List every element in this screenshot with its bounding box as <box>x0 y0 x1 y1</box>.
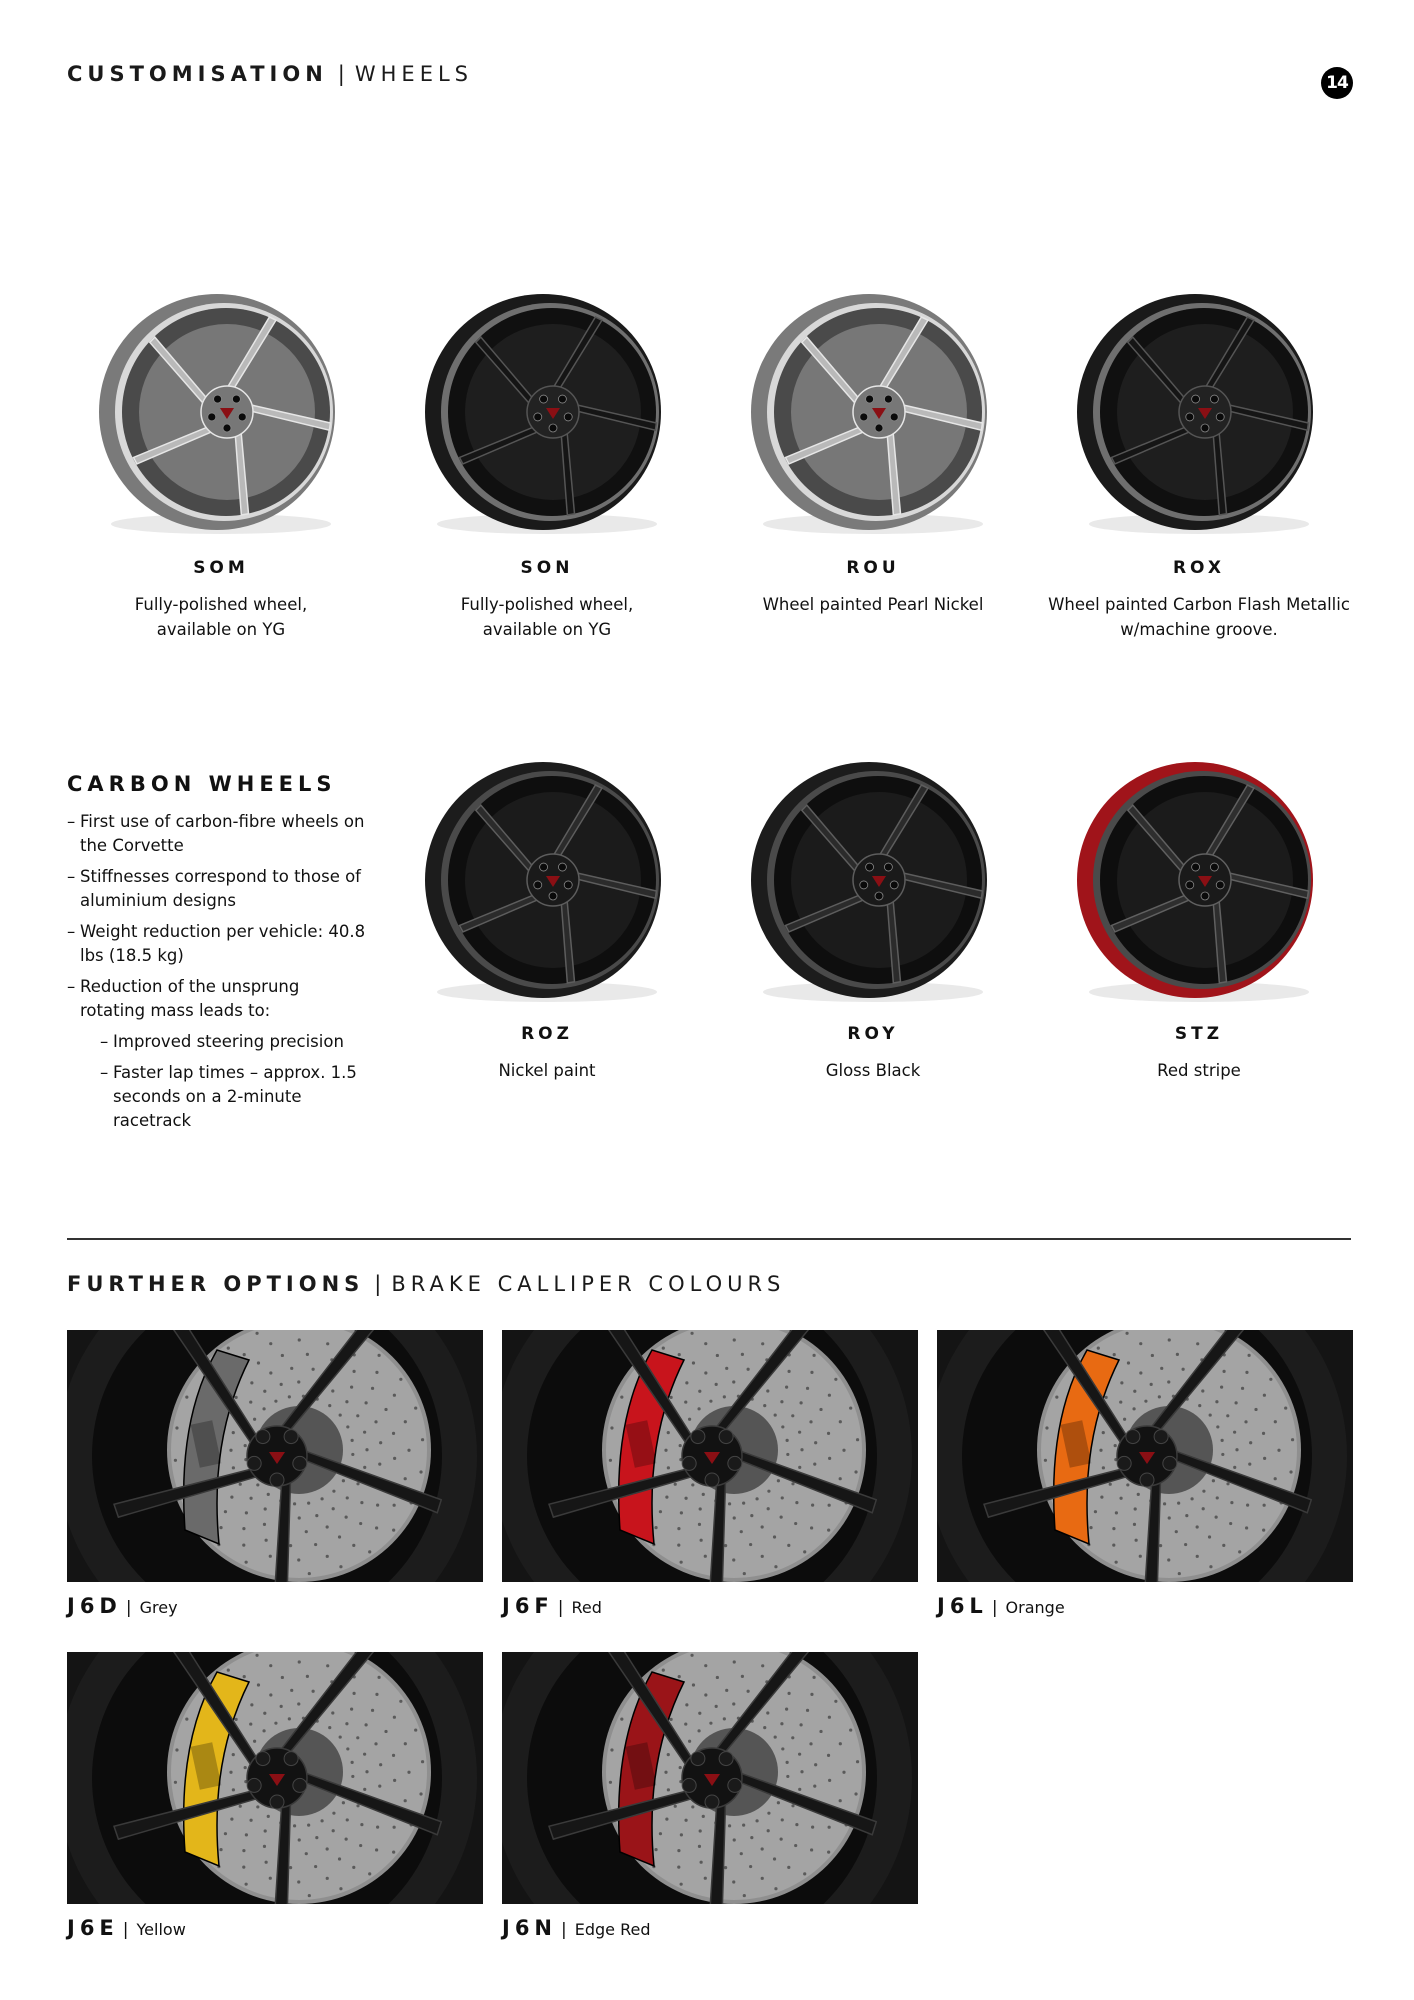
further-options-title: FURTHER OPTIONS | BRAKE CALLIPER COLOURS <box>67 1272 786 1296</box>
wheel-code: ROX <box>1172 558 1226 578</box>
wheel-code: ROZ <box>521 1024 573 1044</box>
carbon-sub-bullet: – Improved steering precision <box>100 1030 367 1054</box>
wheel-image-son <box>416 288 678 538</box>
page-number-badge: 14 <box>1321 67 1353 99</box>
further-options-subheading: BRAKE CALLIPER COLOURS <box>391 1272 786 1296</box>
wheel-description <box>61 592 381 642</box>
wheel-description <box>713 592 1033 617</box>
calliper-image-j6l <box>937 1330 1353 1582</box>
carbon-wheels-title: CARBON WHEELS <box>67 772 337 796</box>
wheel-description-line: Wheel painted Pearl Nickel <box>762 595 984 614</box>
calliper-code: J6F <box>502 1594 554 1618</box>
wheel-code: SON <box>520 558 574 578</box>
carbon-bullet: – Weight reduction per vehicle: 40.8 lbs (18.5 kg) <box>67 920 367 968</box>
calliper-label: J6L | Orange <box>937 1594 1065 1618</box>
wheel-description: Nickel paint <box>498 1061 596 1080</box>
calliper-image-j6d <box>67 1330 483 1582</box>
wheel-code: SOM <box>193 558 249 578</box>
calliper-code: J6N <box>502 1916 558 1940</box>
calliper-label: J6D | Grey <box>67 1594 178 1618</box>
wheel-description-line: available on YG <box>156 620 286 639</box>
calliper-image-j6e <box>67 1652 483 1904</box>
calliper-colour-name: Red <box>571 1598 602 1617</box>
calliper-image-j6f <box>502 1330 918 1582</box>
carbon-bullet: – Reduction of the unsprung rotating mass leads to: <box>67 975 367 1023</box>
wheel-code: ROY <box>847 1024 899 1044</box>
wheel-description-line: Fully-polished wheel, <box>460 595 634 614</box>
header-section: CUSTOMISATION <box>67 62 328 86</box>
calliper-colour-name: Yellow <box>136 1920 186 1939</box>
calliper-label: J6F | Red <box>502 1594 602 1618</box>
wheel-description <box>1039 592 1359 642</box>
calliper-code: J6E <box>67 1916 119 1940</box>
wheel-image-stz <box>1068 756 1330 1006</box>
wheel-description <box>387 592 707 642</box>
section-divider <box>67 1238 1351 1240</box>
wheel-description-line: Fully-polished wheel, <box>134 595 308 614</box>
wheel-description-line: Wheel painted Carbon Flash Metallic <box>1048 595 1350 614</box>
wheel-code: ROU <box>846 558 900 578</box>
wheel-image-rox <box>1068 288 1330 538</box>
wheel-image-roy <box>742 756 1004 1006</box>
calliper-colour-name: Edge Red <box>574 1920 651 1939</box>
further-options-heading: FURTHER OPTIONS <box>67 1272 365 1296</box>
header-subsection: WHEELS <box>354 62 473 86</box>
wheel-description: Red stripe <box>1157 1061 1241 1080</box>
calliper-colour-name: Orange <box>1005 1598 1065 1617</box>
calliper-label: J6N | Edge Red <box>502 1916 651 1940</box>
wheel-image-rou <box>742 288 1004 538</box>
calliper-code: J6L <box>937 1594 988 1618</box>
wheel-image-som <box>90 288 352 538</box>
calliper-code: J6D <box>67 1594 122 1618</box>
carbon-bullet: – First use of carbon-fibre wheels on the Corvette <box>67 810 367 858</box>
wheel-code: STZ <box>1174 1024 1224 1044</box>
calliper-colour-name: Grey <box>139 1598 178 1617</box>
carbon-benefits-list <box>67 810 367 1140</box>
calliper-label: J6E | Yellow <box>67 1916 186 1940</box>
wheel-description-line: available on YG <box>482 620 612 639</box>
carbon-sub-bullet: – Faster lap times – approx. 1.5 seconds on a 2-minute racetrack <box>100 1061 367 1133</box>
wheel-image-roz <box>416 756 678 1006</box>
page-header: CUSTOMISATION | WHEELS <box>67 62 473 86</box>
wheel-description-line: w/machine groove. <box>1120 620 1278 639</box>
wheel-description: Gloss Black <box>825 1061 921 1080</box>
carbon-bullet: – Stiffnesses correspond to those of aluminium designs <box>67 865 367 913</box>
calliper-image-j6n <box>502 1652 918 1904</box>
